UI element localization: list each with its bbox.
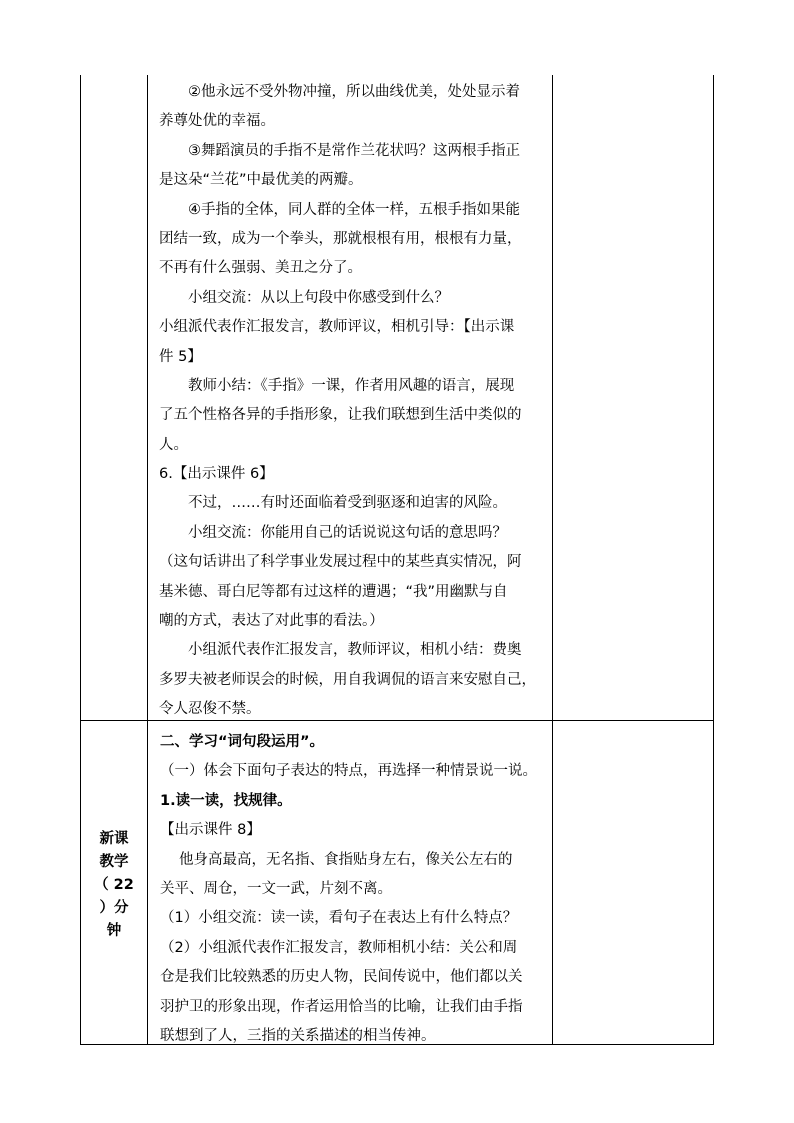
content-cell-top xyxy=(159,78,551,725)
text-line: （2）小组派代表作汇报发言，教师相机小结：关公和周 xyxy=(160,939,518,956)
text-line: 小组派代表作汇报发言，教师评议，相机小结：费奥 xyxy=(188,642,522,659)
text-line: 人。 xyxy=(159,436,188,453)
text-line: 不再有什么强弱、美丑之分了。 xyxy=(159,260,362,277)
text-line: 团结一致，成为一个拳头，那就根根有用，根根有力量， xyxy=(159,230,522,247)
text-line: ④手指的全体，同人群的全体一样，五根手指如果能 xyxy=(188,201,520,218)
text-line: 养尊处优的幸福。 xyxy=(159,113,275,130)
text-line: 联想到了人，三指的关系描述的相当传神。 xyxy=(160,1027,436,1044)
text-line: 小组交流：从以上句段中你感受到什么？ xyxy=(188,289,449,306)
content-cell-bottom xyxy=(150,728,550,1051)
text-line: 件 5】 xyxy=(159,348,202,365)
text-line: （这句话讲出了科学事业发展过程中的某些真实情况，阿 xyxy=(159,554,522,571)
text-line: 教师小结：《手指》一课，作者用风趣的语言，展现 xyxy=(188,377,515,394)
text-line: 1.读一读，找规律。 xyxy=(160,792,292,809)
text-line: 小组交流：你能用自己的话说说这句话的意思吗？ xyxy=(188,524,507,541)
text-line: 不过，……有时还面临着受到驱逐和迫害的风险。 xyxy=(188,495,507,512)
section-label-line: ）分 xyxy=(99,900,129,916)
section-label-new-lesson xyxy=(88,828,140,943)
text-line: 他身高最高，无名指、食指贴身左右，像关公左右的 xyxy=(179,851,513,868)
text-line: 多罗夫被老师误会的时候，用自我调侃的语言来安慰自己， xyxy=(159,671,536,688)
label-column-divider xyxy=(147,75,148,1045)
text-line: 羽护卫的形象出现，作者运用恰当的比喻，让我们由手指 xyxy=(160,998,523,1015)
text-line: 是这朵“兰花”中最优美的两瓣。 xyxy=(159,172,363,189)
text-line: 基米德、哥白尼等都有过这样的遭遇；“我”用幽默与自 xyxy=(159,583,508,600)
table-right-border xyxy=(713,75,714,1045)
text-line: 仓是我们比较熟悉的历史人物，民间传说中，他们都以关 xyxy=(160,969,523,986)
section-label-line: 新课 xyxy=(99,831,129,847)
section-label-line: 钟 xyxy=(106,923,122,939)
text-line: 【出示课件 8】 xyxy=(160,822,261,839)
text-line: （一）体会下面句子表达的特点，再选择一种情景说一说。 xyxy=(160,763,537,780)
text-line: ②他永远不受外物冲撞，所以曲线优美，处处显示着 xyxy=(188,84,520,100)
text-line: 令人忍俊不禁。 xyxy=(159,701,261,718)
text-line: ③舞蹈演员的手指不是常作兰花状吗？这两根手指正 xyxy=(188,142,520,159)
text-line: 嘲的方式，表达了对此事的看法。） xyxy=(159,613,384,630)
text-line: 了五个性格各异的手指形象，让我们联想到生活中类似的 xyxy=(159,407,522,424)
section-label-line: 教学 xyxy=(99,854,129,870)
text-line: 6.【出示课件 6】 xyxy=(159,466,274,483)
text-line: 二、学习“词句段运用”。 xyxy=(160,734,325,750)
text-line: （1）小组交流：读一读，看句子在表达上有什么特点？ xyxy=(160,910,518,927)
text-line: 小组派代表作汇报发言，教师评议，相机引导：【出示课 xyxy=(159,319,515,336)
text-line: 关平、周仓，一文一武，片刻不离。 xyxy=(160,880,392,897)
content-column-divider xyxy=(552,75,553,1045)
table-left-border xyxy=(80,75,81,1045)
section-label-line: （ 22 xyxy=(94,877,134,893)
